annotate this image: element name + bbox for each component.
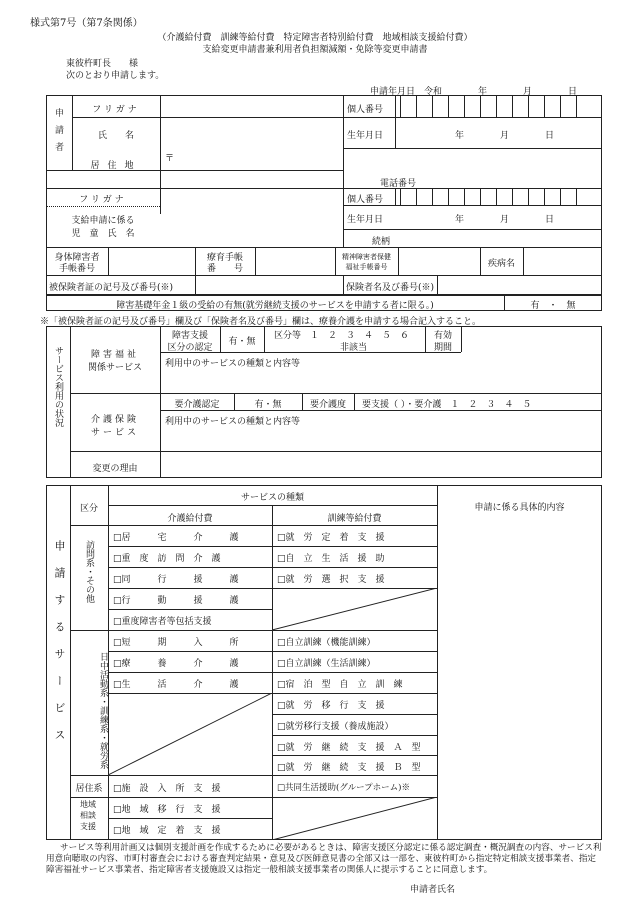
service-kaigo-item[interactable]: □居 宅 介 護	[113, 533, 239, 543]
service-kaigo-item[interactable]: □生 活 介 護	[113, 680, 239, 690]
service-local-item[interactable]: □地 域 移 行 支 援	[113, 805, 221, 815]
support-class-levels: 区分等 １ ２ ３ ４ ５ ６	[274, 331, 410, 341]
insurance-note: ※「被保険者証の記号及び番号」欄及び「保険者名及び番号」欄は、療養介護を申請する場合記入すること。	[40, 317, 482, 327]
service-kunren-item[interactable]: □共同生活援助(グループホーム)※	[277, 783, 410, 793]
application-date: 申請年月日 令和 年 月 日	[370, 87, 578, 97]
mental-cert-label-2: 福祉手帳番号	[345, 263, 388, 271]
valid-period-label-1: 有効	[433, 331, 452, 341]
service-kaigo-item[interactable]: □重度障害者等包括支援	[113, 617, 212, 627]
child-furigana-label: フリガナ	[79, 195, 127, 205]
care-cert-yes-no: 有・無	[254, 400, 282, 410]
applicant-furigana-label: フリガナ	[92, 105, 140, 115]
kunren-header: 訓練等給付費	[327, 514, 382, 524]
usage-section-label: サービス利用の状況	[53, 346, 63, 427]
child-relation-label: 続柄	[372, 237, 391, 247]
category-home: 居住系	[75, 784, 103, 794]
service-kunren-item[interactable]: □就労移行支援（養成施設）	[277, 722, 394, 732]
support-class-label-2: 区分の認定	[167, 343, 213, 353]
mental-cert-label-1: 精神障害者保健	[342, 253, 391, 261]
intro-text: 次のとおり申請します。	[66, 71, 165, 81]
form-number: 様式第7号（第7条関係）	[30, 18, 143, 29]
addressee: 東彼杵町長 様	[66, 59, 139, 69]
welfare-service-label-1: 障害福祉	[90, 350, 139, 360]
insurer-label: 保険者名及び番号(※)	[346, 283, 435, 293]
care-cert-label: 要介護認定	[174, 400, 220, 410]
applicant-personal-no-label: 個人番号	[347, 105, 384, 115]
support-class-label-1: 障害支援	[171, 331, 208, 341]
applicant-address-label: 居住地	[90, 161, 142, 171]
pension-label: 障害基礎年金１級の受給の有無(就労継続支援のサービスを申請する者に限る。)	[116, 301, 434, 311]
service-kunren-item[interactable]: □自 立 生 活 援 助	[277, 554, 385, 564]
category-local: 地域相談支援	[80, 800, 96, 831]
services-section-label: 申請するサービス	[53, 540, 66, 756]
service-local-item[interactable]: □地 域 定 着 支 援	[113, 826, 221, 836]
care-insurance-label-2: サービス	[90, 428, 139, 438]
insured-number-label: 被保険者証の記号及び番号(※)	[49, 283, 174, 293]
care-levels: 要支援（ ）・要介護 １ ２ ３ ４ ５	[362, 400, 532, 410]
phone-label: 電話番号	[380, 179, 417, 189]
detail-header: 申請に係る具体的内容	[474, 503, 565, 513]
support-class-yes-no: 有・無	[228, 337, 256, 347]
service-kunren-item[interactable]: □自立訓練（生活訓練）	[277, 659, 376, 669]
service-kunren-item[interactable]: □就 労 継 続 支 援 Ａ 型	[277, 743, 421, 753]
consent-text: サービス等利用計画又は個別支援計画を作成するために必要があるときは、障害支援区分認定に係る認定調査・概況調査の内容、サービス利用意向聴取の内容、市町村審査会における審査判定結果・意見及び医師意見書の全部又は一部を、東彼杵町から指定特定相談支援事業者、指定障害福祉サービス事業者、指定障害者支援施設又は指定一般相談支援事業者の関係人に提示することに同意します。	[46, 843, 602, 875]
category-header: 区分	[79, 504, 98, 514]
category-visit: 訪問系・その他	[84, 540, 94, 603]
service-kaigo-item[interactable]: □療 養 介 護	[113, 659, 239, 669]
service-kaigo-item[interactable]: □短 期 入 所	[113, 638, 239, 648]
disease-label: 疾病名	[487, 259, 515, 269]
applicant-birth-label: 生年月日	[347, 131, 384, 141]
applicant-name-label: 氏 名	[97, 131, 134, 141]
child-birth-label: 生年月日	[347, 215, 384, 225]
child-personal-no-label: 個人番号	[347, 195, 384, 205]
category-day: 日中活動系・訓練系・就労系	[98, 652, 108, 769]
empty-cell-slash	[272, 797, 437, 840]
care-level-label: 要介護度	[309, 400, 346, 410]
support-class-na: 非該当	[340, 343, 368, 353]
welfare-content-label: 利用中のサービスの種類と内容等	[165, 359, 301, 369]
service-kunren-item[interactable]: □自立訓練（機能訓練）	[277, 638, 376, 648]
signature-label: 申請者氏名	[410, 885, 456, 895]
child-name-label-1: 支給申請に係る	[71, 216, 135, 226]
care-content-label: 利用中のサービスの種類と内容等	[165, 417, 301, 427]
kaigo-header: 介護給付費	[167, 514, 213, 524]
reason-label: 変更の理由	[92, 464, 138, 474]
child-name-label-2: 児 童 氏 名	[71, 229, 135, 239]
empty-cell-slash	[272, 588, 437, 630]
service-kunren-item[interactable]: □就 労 定 着 支 援	[277, 533, 385, 543]
ryoiku-cert-label-1: 療育手帳	[206, 253, 243, 263]
service-kunren-item[interactable]: □就 労 移 行 支 援	[277, 701, 385, 711]
service-kaigo-item[interactable]: □施 設 入 所 支 援	[113, 784, 221, 794]
empty-cell-slash	[108, 693, 272, 775]
valid-period-label-2: 期間	[433, 343, 452, 353]
service-kaigo-item[interactable]: □同 行 援 護	[113, 575, 239, 585]
ryoiku-cert-label-2: 番 号	[206, 264, 243, 274]
physical-cert-label-2: 手帳番号	[58, 264, 95, 274]
postal-mark: 〒	[165, 154, 175, 164]
service-kaigo-item[interactable]: □重 度 訪 問 介 護	[113, 554, 221, 564]
service-kunren-item[interactable]: □就 労 継 続 支 援 Ｂ 型	[277, 763, 421, 773]
form-title-line2: 支給変更申請書兼利用者負担額減額・免除等変更申請書	[202, 45, 428, 55]
welfare-service-label-2: 関係サービス	[87, 363, 142, 373]
physical-cert-label-1: 身体障害者	[54, 253, 100, 263]
applicant-birth-ymd: 年 月 日	[455, 131, 555, 141]
service-types-header: サービスの種類	[240, 493, 304, 503]
applicant-section-label: 申請者	[53, 108, 63, 159]
form-title-line1: （介護給付費 訓練等給付費 特定障害者特別給付費 地域相談支援給付費）	[157, 33, 473, 43]
pension-yes-no: 有 ・ 無	[530, 301, 576, 311]
child-birth-ymd: 年 月 日	[455, 215, 555, 225]
service-kaigo-item[interactable]: □行 動 援 護	[113, 596, 239, 606]
care-insurance-label-1: 介護保険	[90, 415, 139, 425]
service-kunren-item[interactable]: □就 労 選 択 支 援	[277, 575, 385, 585]
service-kunren-item[interactable]: □宿 泊 型 自 立 訓 練	[277, 680, 403, 690]
